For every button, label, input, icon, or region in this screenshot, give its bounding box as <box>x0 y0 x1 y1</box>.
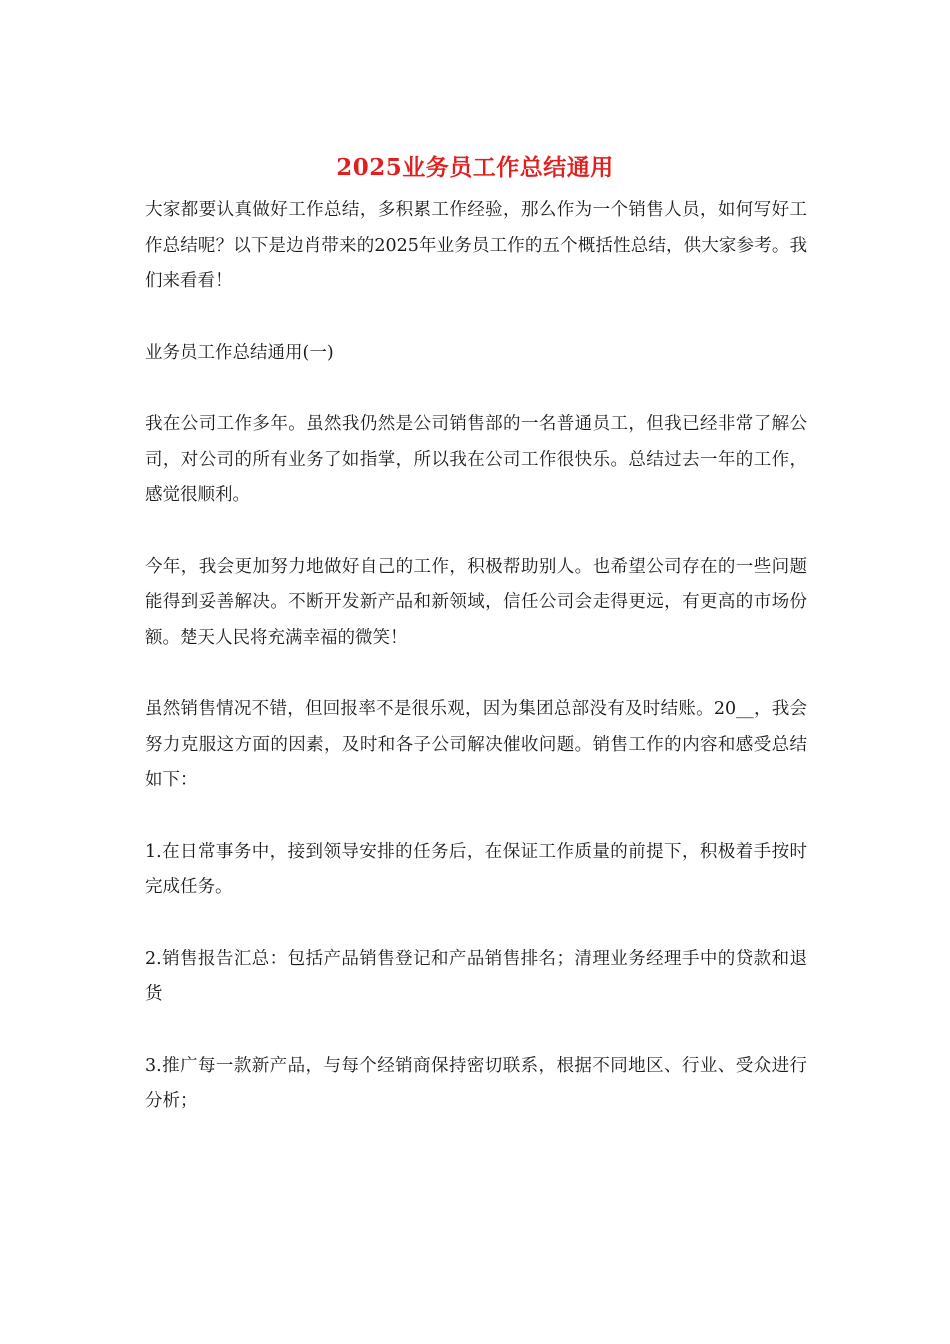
intro-paragraph: 大家都要认真做好工作总结，多积累工作经验，那么作为一个销售人员，如何写好工作总结呢？以下是边肖带来的2025年业务员工作的五个概括性总结，供大家参考。我们来看看！ <box>145 200 807 291</box>
body-paragraph: 我在公司工作多年。虽然我仍然是公司销售部的一名普通员工，但我已经非常了解公司，对公司的所有业务了如指掌，所以我在公司工作很快乐。总结过去一年的工作，感觉很顺利。 <box>145 414 807 505</box>
body-paragraph: 虽然销售情况不错，但回报率不是很乐观，因为集团总部没有及时结账。20__，我会努力克服这方面的因素，及时和各子公司解决催收问题。销售工作的内容和感受总结如下： <box>145 699 807 790</box>
document-title: 2025业务员工作总结通用 <box>336 154 614 181</box>
document-body <box>145 193 807 1156</box>
list-item: 3.推广每一款新产品，与每个经销商保持密切联系，根据不同地区、行业、受众进行分析； <box>145 1055 807 1111</box>
list-item: 2.销售报告汇总：包括产品销售登记和产品销售排名；清理业务经理手中的贷款和退货 <box>145 948 807 1004</box>
list-item: 1.在日常事务中，接到领导安排的任务后，在保证工作质量的前提下，积极着手按时完成任务。 <box>145 841 807 897</box>
section-heading: 业务员工作总结通用(一) <box>145 342 334 363</box>
body-paragraph: 今年，我会更加努力地做好自己的工作，积极帮助别人。也希望公司存在的一些问题能得到妥善解决。不断开发新产品和新领域，信任公司会走得更远，有更高的市场份额。楚天人民将充满幸福的微笑！ <box>145 556 807 648</box>
